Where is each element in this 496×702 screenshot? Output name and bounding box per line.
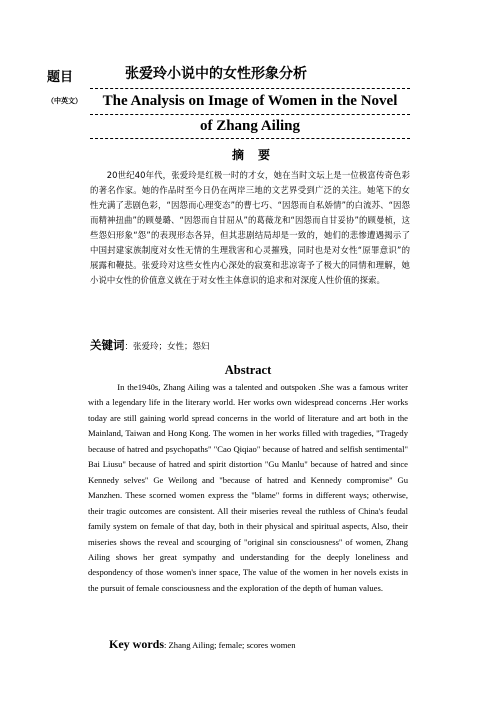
title-divider	[90, 88, 410, 89]
english-abstract-body: In the1940s, Zhang Ailing was a talented and outspoken .She was a famous writer with a legendary life in the literary world. Her works own widespread concerns .Her works today are still gaining world spread concerns in the world of literature and art both in the Mainland, Taiwan and Hong Kong. The women in her works filled with tragedies, "Tragedy because of hatred and psychopaths" "Cao Qiqiao" because of hatred and selfish sentimental" Bai Liusu" because of hatred and spirit distortion "Gu Manlu" because of hatred and since Kennedy selves" Ge Weilong and "because of hatred and Kennedy compromise" Gu Manzhen. These scorned women express the "blame" forms in different ways; otherwise, their tragic outcomes are consistent. All their miseries reveal the ruthless of China's feudal family system on female of that day, both in their physical and spiritual aspects, Also, their miseries shows the reveal and scourging of "original sin consciousness" of women, Zhang Ailing shows her great sympathy and understanding for the deeply loneliness and despondency of those women's inner space, The value of the women in her novels exists in the pursuit of female consciousness and the exploration of the depth of human values.	[88, 382, 408, 593]
english-keywords-values: : Zhang Ailing; female; scores women	[164, 640, 296, 650]
chinese-keywords-values: ：张爱玲；女性；怨妇	[124, 342, 210, 352]
language-label: （中英文）	[47, 97, 82, 105]
title-divider	[90, 138, 410, 139]
chinese-abstract-heading: 摘要	[232, 148, 285, 162]
chinese-title: 张爱玲小说中的女性形象分析	[125, 66, 307, 82]
english-keywords-label: Key words	[109, 637, 164, 651]
chinese-keywords-label: 关键词	[90, 338, 125, 352]
title-label: 题目	[47, 70, 74, 85]
english-keywords	[109, 637, 296, 652]
english-title-line-1: The Analysis on Image of Women in the Novel	[102, 93, 398, 109]
title-divider	[90, 114, 410, 115]
english-title-line-2: of Zhang Ailing	[199, 118, 301, 134]
chinese-abstract-body: 20世纪40年代，张爱玲是红极一时的才女，她在当时文坛上是一位极富传奇色彩的著名作家。她的作品时至今日仍在两岸三地的文艺界受到广泛的关注。她笔下的女性充满了悲剧色彩，“因怨而心理变态”的曹七巧、“因怨而自私娇情”的白流苏、“因怨而精神扭曲”的顾曼璐、“因怨而自甘屈从”的葛薇龙和“因怨而自甘妥协”的顾曼桢，这些怨妇形象“怨”的表现形态各异，但其悲剧结局却是一致的，她们的悲惨遭遇揭示了中国封建家族制度对女性无情的生理戕害和心灵摧残，同时也是对女性“原罪意识”的展露和鞭挞。张爱玲对这些女性内心深处的寂寞和悲凉寄予了极大的同情和理解，她小说中女性的价值意义就在于对女性主体意识的追求和对深度人性价值的探索。	[90, 170, 410, 285]
chinese-keywords	[90, 337, 210, 353]
english-abstract-heading: Abstract	[224, 363, 272, 377]
